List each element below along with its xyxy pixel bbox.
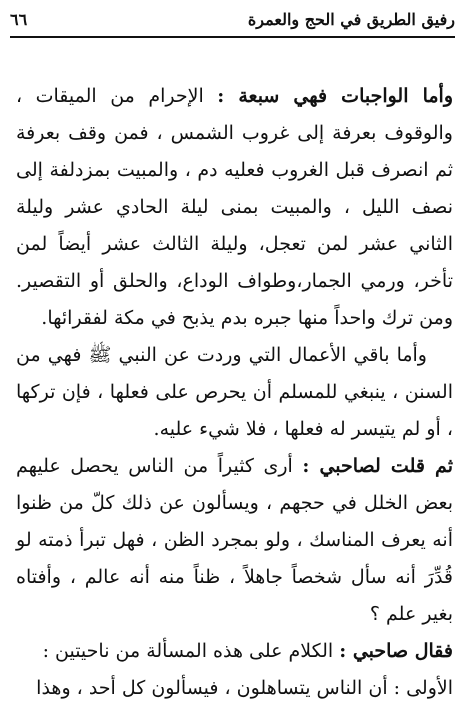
- paragraph-answer: [16, 633, 453, 670]
- paragraph-text: الكلام على هذه المسألة من ناحيتين :: [42, 640, 340, 662]
- paragraph-text: أرى كثيراً من الناس يحصل عليهم بعض الخلل في حجهم ، ويسألون عن ذلك كلّ من ظنوا أنه يعرف المناسك ، ولو بمجرد الظن ، فهل تبرأ ذمته لو قُدِّرَ أنه سأل شخصاً جاهلاً ، ظناً منه أنه عالم ، وأفتاه بغير علم ؟: [16, 455, 453, 625]
- paragraph-lead: فقال صاحبي :: [339, 640, 453, 662]
- body-text: [16, 78, 453, 707]
- running-header: [10, 6, 455, 38]
- book-title: رفيق الطريق في الحج والعمرة: [247, 10, 455, 29]
- paragraph-text: الإحرام من الميقات ، والوقوف بعرفة إلى غروب الشمس ، فمن وقف بعرفة ثم انصرف قبل الغروب فعليه دم ، والمبيت بمزدلفة إلى نصف الليل ، والمبيت بمنى ليلة الحادي عشر وليلة الثاني عشر لمن تعجل، وليلة الثالث عشر أيضاً لمن تأخر، ورمي الجمار،وطواف الوداع، والحلق أو التقصير. ومن ترك واحداً منها جبره بدم يذبح في مكة لفقرائها.: [16, 85, 453, 329]
- paragraph-first-point: [16, 670, 453, 707]
- paragraph-obligations: [16, 78, 453, 337]
- paragraph-text: الأولى : أن الناس يتساهلون ، فيسألون كل أحد ، وهذا: [36, 677, 453, 699]
- paragraph-lead: وأما الواجبات فهي سبعة :: [217, 85, 453, 107]
- paragraph-question: [16, 448, 453, 633]
- page-number: ٦٦: [10, 10, 28, 29]
- paragraph-sunnah: [16, 337, 453, 448]
- paragraph-text: وأما باقي الأعمال التي وردت عن النبي ﷺ فهي من السنن ، ينبغي للمسلم أن يحرص على فعلها ، فإن تركها ، أو لم يتيسر له فعلها ، فلا شيء عليه.: [16, 344, 453, 440]
- paragraph-lead: ثم قلت لصاحبي :: [302, 455, 453, 477]
